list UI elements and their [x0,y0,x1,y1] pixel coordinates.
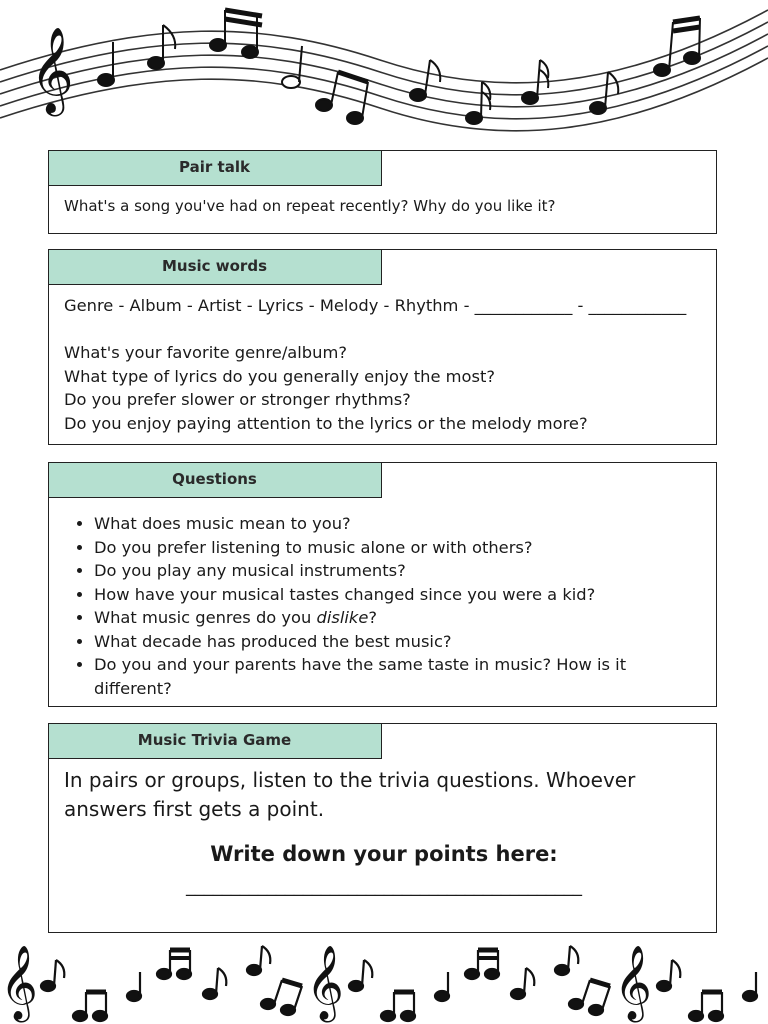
questions-list [64,512,704,700]
music-words-section [48,249,717,445]
question-item-suffix: ? [368,608,378,627]
music-words-question: What type of lyrics do you generally enjoy the most? [64,366,495,386]
trivia-points-label: Write down your points here: [210,842,558,866]
music-staff-icon [0,0,768,140]
trivia-instructions: In pairs or groups, listen to the trivia questions. Whoever answers first gets a point. [64,768,636,821]
question-item-text: What music genres do you [94,608,317,627]
trivia-points-line[interactable]: ____________________________________________ [186,876,582,897]
question-item: • What does music mean to you? [94,512,704,536]
question-item [94,606,704,630]
music-words-tab: Music words [48,249,382,285]
svg-text:𝄞: 𝄞 [614,946,652,1020]
music-words-question: Do you enjoy paying attention to the lyrics or the melody more? [64,413,588,433]
music-words-question: What's your favorite genre/album? [64,343,347,362]
svg-text:𝄞: 𝄞 [306,946,344,1020]
pair-talk-section [48,150,717,234]
questions-section [48,462,717,707]
music-notes-border-icon [0,938,768,1024]
question-item: • Do you prefer listening to music alone or with others? [94,536,704,560]
question-item: • Do you play any musical instruments? [94,559,704,583]
trivia-tab: Music Trivia Game [48,723,382,759]
svg-text:𝄞: 𝄞 [0,946,38,1020]
pair-talk-prompt: What's a song you've had on repeat recently? Why do you like it? [64,197,556,215]
trivia-section [48,723,717,933]
music-words-question: Do you prefer slower or stronger rhythms? [64,390,411,409]
question-item: • How have your musical tastes changed since you were a kid? [94,583,704,607]
pair-talk-tab: Pair talk [48,150,382,186]
svg-text:𝄞: 𝄞 [30,27,74,113]
music-words-list: Genre - Album - Artist - Lyrics - Melody - Rhythm - ____________ - ____________ [64,296,687,315]
questions-tab: Questions [48,462,382,498]
questions-list-wrap [64,512,704,700]
question-item: • Do you and your parents have the same taste in music? How is it different? [94,653,704,700]
question-item-emphasis: dislike [316,608,369,627]
question-item: • What decade has produced the best music? [94,630,704,654]
music-words-questions [64,341,704,435]
